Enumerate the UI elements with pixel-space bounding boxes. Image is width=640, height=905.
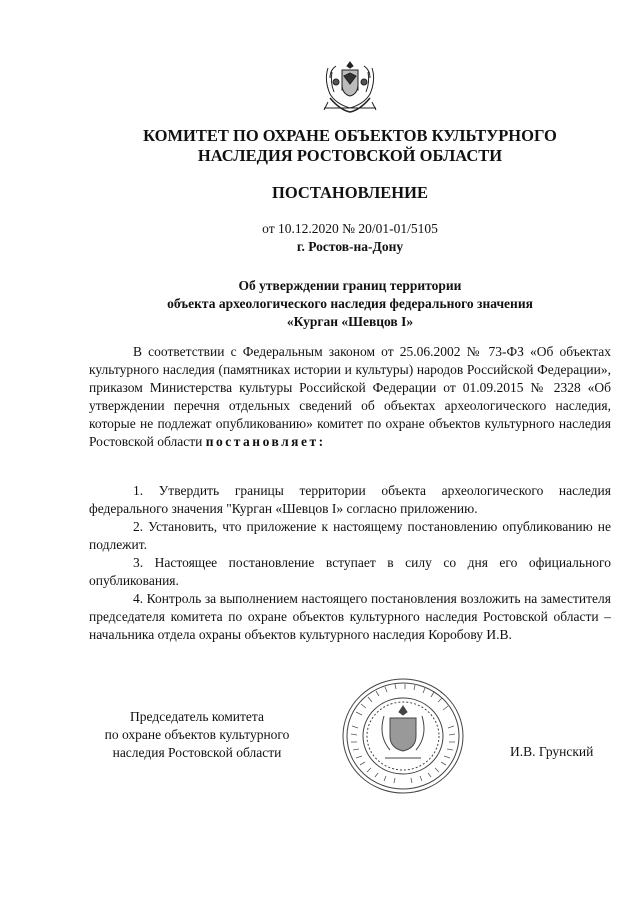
- intro-text: В соответствии с Федеральным законом от 25.06.2002 № 73-ФЗ «Об объектах культурного наследия (памятниках истории и культуры) народов Российской Федерации», приказом Министерства культуры Российской Федерации от 01.09.2015 № 2328 «Об утверждении перечня отдельных сведений об объектах археологического наследия, которые не подлежат опубликованию» комитет по охране объектов культурного наследия Ростовской области: [89, 344, 611, 449]
- decree-item-3: 3. Настоящее постановление вступает в силу со дня его официального опубликования.: [89, 555, 611, 588]
- signer-position-line1: Председатель комитета: [130, 709, 264, 724]
- decree-item-1: 1. Утвердить границы территории объекта археологического наследия федерального значения "Курган «Шевцов I» согласно приложению.: [89, 483, 611, 516]
- intro-paragraph: [89, 343, 611, 451]
- document-date-number: от 10.12.2020 № 20/01-01/5105: [262, 221, 438, 236]
- decree-item-4: 4. Контроль за выполнением настоящего постановления возложить на заместителя председателя комитета по охране объектов культурного наследия Ростовской области – начальника отдела охраны объектов культурного наследия Коробову И.В.: [89, 591, 611, 642]
- subject-line3: «Курган «Шевцов I»: [286, 314, 414, 329]
- signer-position: [86, 708, 308, 762]
- org-title-line2: НАСЛЕДИЯ РОСТОВСКОЙ ОБЛАСТИ: [197, 146, 503, 165]
- subject-line2: объекта археологического наследия федерального значения: [167, 296, 533, 311]
- decree-word: постановляет:: [205, 434, 326, 449]
- signer-position-line3: наследия Ростовской области: [112, 745, 282, 760]
- document-type: ПОСТАНОВЛЕНИЕ: [272, 183, 428, 202]
- decree-items: [89, 482, 611, 644]
- organization-title: [0, 126, 640, 166]
- subject-line1: Об утверждении границ территории: [238, 278, 462, 293]
- org-title-line1: КОМИТЕТ ПО ОХРАНЕ ОБЪЕКТОВ КУЛЬТУРНОГО: [143, 126, 557, 145]
- coat-of-arms-icon: [318, 58, 382, 118]
- signer-name: И.В. Грунский: [510, 744, 594, 759]
- signer-position-line2: по охране объектов культурного: [104, 727, 290, 742]
- document-subject: [0, 277, 640, 331]
- decree-item-2: 2. Установить, что приложение к настоящему постановлению опубликованию не подлежит.: [89, 519, 611, 552]
- document-city: г. Ростов-на-Дону: [296, 239, 404, 254]
- official-seal-icon: [340, 676, 466, 796]
